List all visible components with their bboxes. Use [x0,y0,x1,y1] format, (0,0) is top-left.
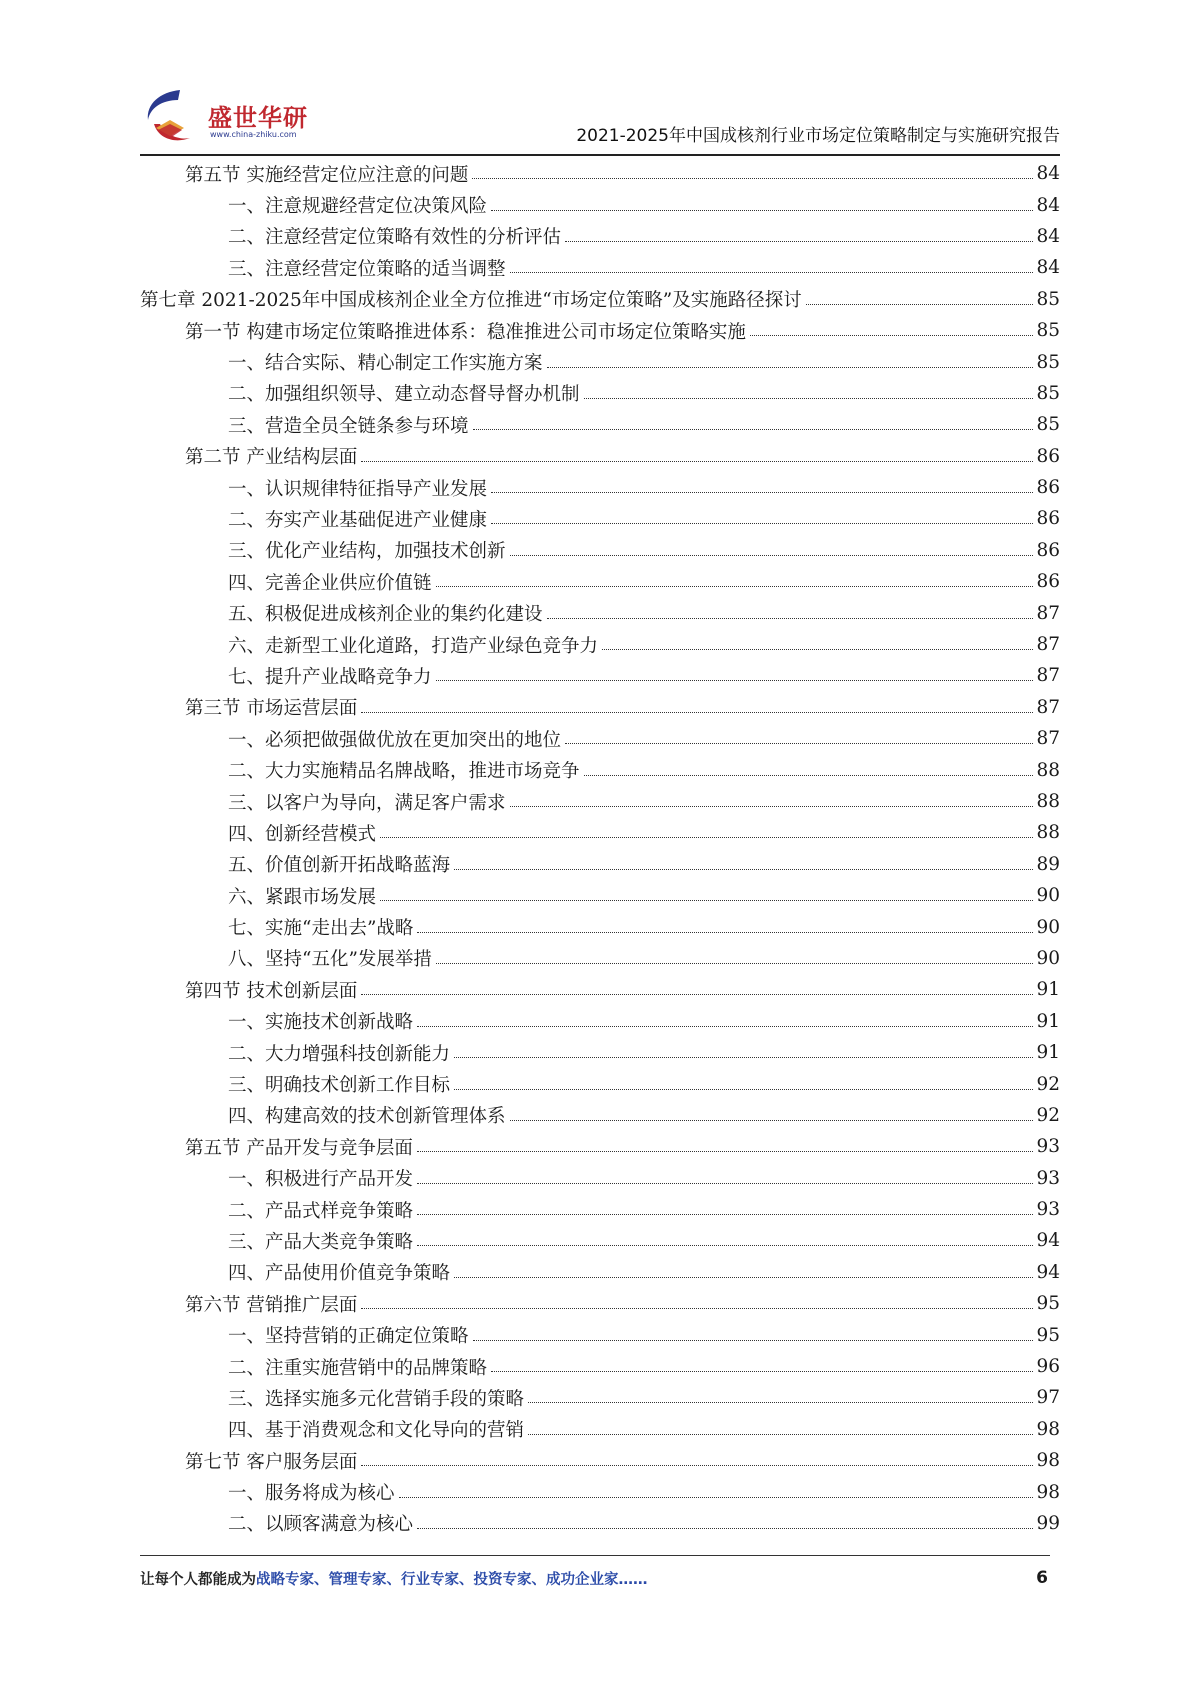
toc-entry-page: 96 [1036,1356,1060,1378]
toc-entry[interactable] [140,1100,1060,1131]
toc-dot-leader [584,775,1034,776]
toc-entry-label: 二、加强组织领导、建立动态督导督办机制 [228,380,584,406]
toc-entry-label: 三、选择实施多元化营销手段的策略 [228,1385,528,1411]
toc-entry[interactable] [140,284,1060,315]
toc-entry[interactable] [140,1257,1060,1288]
toc-entry[interactable] [140,252,1060,283]
report-title: 2021-2025年中国成核剂行业市场定位策略制定与实施研究报告 [576,126,1060,146]
toc-dot-leader [436,586,1034,587]
toc-entry-page: 87 [1036,602,1060,624]
toc-entry-label: 一、积极进行产品开发 [228,1165,417,1191]
toc-dot-leader [361,461,1033,462]
toc-entry-label: 四、产品使用价值竞争策略 [228,1259,454,1285]
toc-entry-label: 第一节 构建市场定位策略推进体系：稳准推进公司市场定位策略实施 [185,318,750,344]
toc-dot-leader [417,1026,1033,1027]
toc-entry-page: 85 [1036,414,1060,436]
toc-entry-label: 三、产品大类竞争策略 [228,1228,417,1254]
logo-swirl-icon [140,84,206,150]
toc-entry[interactable] [140,535,1060,566]
toc-dot-leader [417,1183,1033,1184]
toc-entry[interactable] [140,1414,1060,1445]
toc-entry[interactable] [140,1445,1060,1476]
header-divider [140,154,1060,156]
toc-entry[interactable] [140,346,1060,377]
company-logo [140,84,330,150]
toc-dot-leader [436,680,1034,681]
toc-entry[interactable] [140,880,1060,911]
toc-entry[interactable] [140,911,1060,942]
toc-dot-leader [510,806,1034,807]
toc-entry-label: 第四节 技术创新层面 [185,977,361,1003]
toc-entry[interactable] [140,1006,1060,1037]
toc-entry[interactable] [140,1163,1060,1194]
toc-entry-label: 一、服务将成为核心 [228,1479,399,1505]
toc-dot-leader [417,1214,1033,1215]
toc-entry[interactable] [140,409,1060,440]
toc-entry-page: 88 [1036,759,1060,781]
toc-entry-page: 90 [1036,947,1060,969]
toc-dot-leader [547,367,1034,368]
toc-entry[interactable] [140,1508,1060,1539]
toc-entry-page: 92 [1036,1104,1060,1126]
toc-entry-label: 二、注重实施营销中的品牌策略 [228,1354,491,1380]
toc-entry[interactable] [140,1288,1060,1319]
toc-entry-label: 二、注意经营定位策略有效性的分析评估 [228,223,565,249]
toc-entry-page: 84 [1036,257,1060,279]
toc-entry-page: 90 [1036,916,1060,938]
toc-entry-label: 四、创新经营模式 [228,820,380,846]
toc-entry-page: 85 [1036,320,1060,342]
toc-dot-leader [380,837,1033,838]
toc-entry-label: 八、坚持“五化”发展举措 [228,945,436,971]
toc-entry-page: 86 [1036,508,1060,530]
toc-entry-page: 91 [1036,1010,1060,1032]
toc-entry-label: 二、以顾客满意为核心 [228,1510,417,1536]
toc-dot-leader [510,272,1034,273]
toc-dot-leader [361,712,1033,713]
toc-entry[interactable] [140,754,1060,785]
toc-entry[interactable] [140,1225,1060,1256]
toc-entry-page: 91 [1036,1042,1060,1064]
toc-entry-label: 一、注意规避经营定位决策风险 [228,192,491,218]
toc-entry-page: 97 [1036,1387,1060,1409]
toc-entry[interactable] [140,692,1060,723]
toc-entry-page: 94 [1036,1261,1060,1283]
toc-entry[interactable] [140,974,1060,1005]
toc-entry-label: 六、走新型工业化道路，打造产业绿色竞争力 [228,632,602,658]
toc-entry-page: 85 [1036,351,1060,373]
toc-entry[interactable] [140,597,1060,628]
toc-entry-page: 98 [1036,1481,1060,1503]
toc-entry-page: 84 [1036,163,1060,185]
toc-entry-label: 一、必须把做强做优放在更加突出的地位 [228,726,565,752]
toc-entry-page: 86 [1036,571,1060,593]
toc-entry-page: 94 [1036,1230,1060,1252]
toc-entry-page: 87 [1036,634,1060,656]
toc-dot-leader [380,900,1033,901]
toc-entry-page: 85 [1036,288,1060,310]
toc-entry-label: 四、完善企业供应价值链 [228,569,436,595]
toc-dot-leader [454,869,1033,870]
toc-entry-label: 七、提升产业战略竞争力 [228,663,436,689]
slogan-highlight: 战略专家、管理专家、行业专家、投资专家、成功企业家…… [256,1572,648,1588]
footer-slogan [140,1572,648,1588]
toc-entry-label: 二、大力实施精品名牌战略，推进市场竞争 [228,757,584,783]
toc-entry-label: 一、认识规律特征指导产业发展 [228,475,491,501]
toc-entry-label: 二、大力增强科技创新能力 [228,1040,454,1066]
toc-entry[interactable] [140,723,1060,754]
toc-entry-page: 99 [1036,1512,1060,1534]
toc-entry-label: 第五节 实施经营定位应注意的问题 [185,161,472,187]
toc-entry-label: 第五节 产品开发与竞争层面 [185,1134,417,1160]
toc-entry-page: 87 [1036,728,1060,750]
page-header [140,80,1060,156]
toc-dot-leader [491,210,1033,211]
toc-entry-label: 第七章 2021-2025年中国成核剂企业全方位推进“市场定位策略”及实施路径探讨 [140,286,806,312]
toc-entry[interactable] [140,472,1060,503]
toc-entry-label: 三、以客户为导向，满足客户需求 [228,789,510,815]
toc-entry-label: 六、紧跟市场发展 [228,883,380,909]
page-footer [140,1568,1060,1594]
toc-dot-leader [417,932,1033,933]
toc-entry-label: 第六节 营销推广层面 [185,1291,361,1317]
toc-entry-label: 第二节 产业结构层面 [185,443,361,469]
toc-dot-leader [473,429,1034,430]
toc-dot-leader [510,555,1034,556]
toc-entry-label: 七、实施“走出去”战略 [228,914,417,940]
toc-entry[interactable] [140,786,1060,817]
toc-dot-leader [417,1245,1033,1246]
toc-entry-page: 98 [1036,1450,1060,1472]
toc-dot-leader [510,1120,1034,1121]
toc-entry[interactable] [140,1068,1060,1099]
toc-entry-page: 91 [1036,979,1060,1001]
toc-entry[interactable] [140,1351,1060,1382]
toc-entry-page: 86 [1036,445,1060,467]
toc-entry-label: 五、价值创新开拓战略蓝海 [228,851,454,877]
toc-dot-leader [565,743,1033,744]
toc-entry-page: 87 [1036,665,1060,687]
toc-entry[interactable] [140,849,1060,880]
toc-entry-label: 第三节 市场运营层面 [185,694,361,720]
toc-entry[interactable] [140,189,1060,220]
page-number: 6 [1036,1568,1048,1588]
toc-dot-leader [750,335,1034,336]
toc-entry-label: 一、实施技术创新战略 [228,1008,417,1034]
toc-entry-page: 86 [1036,477,1060,499]
toc-entry[interactable] [140,503,1060,534]
toc-entry-label: 三、明确技术创新工作目标 [228,1071,454,1097]
toc-entry[interactable] [140,1037,1060,1068]
toc-entry-page: 84 [1036,225,1060,247]
table-of-contents [140,158,1060,1539]
toc-entry-label: 四、构建高效的技术创新管理体系 [228,1102,510,1128]
toc-dot-leader [361,994,1033,995]
toc-dot-leader [547,618,1034,619]
toc-entry-page: 92 [1036,1073,1060,1095]
toc-dot-leader [454,1089,1033,1090]
toc-entry-label: 四、基于消费观念和文化导向的营销 [228,1416,528,1442]
toc-entry-page: 89 [1036,853,1060,875]
toc-entry[interactable] [140,441,1060,472]
toc-entry-page: 93 [1036,1167,1060,1189]
toc-dot-leader [528,1434,1033,1435]
toc-entry-page: 98 [1036,1418,1060,1440]
toc-entry-page: 87 [1036,696,1060,718]
toc-dot-leader [472,178,1033,179]
toc-dot-leader [491,1371,1033,1372]
logo-name: 盛世华研 [208,104,308,132]
toc-dot-leader [454,1277,1033,1278]
toc-entry[interactable] [140,943,1060,974]
toc-entry[interactable] [140,817,1060,848]
toc-entry-label: 三、优化产业结构，加强技术创新 [228,537,510,563]
toc-entry-page: 95 [1036,1293,1060,1315]
toc-entry[interactable] [140,1131,1060,1162]
toc-entry[interactable] [140,158,1060,189]
toc-entry-label: 二、夯实产业基础促进产业健康 [228,506,491,532]
toc-entry[interactable] [140,378,1060,409]
toc-dot-leader [602,649,1033,650]
toc-entry-label: 三、营造全员全链条参与环境 [228,412,473,438]
toc-entry-page: 85 [1036,382,1060,404]
toc-entry[interactable] [140,660,1060,691]
toc-dot-leader [361,1308,1033,1309]
toc-dot-leader [417,1151,1034,1152]
toc-entry-page: 86 [1036,539,1060,561]
toc-entry[interactable] [140,315,1060,346]
toc-entry-page: 93 [1036,1136,1060,1158]
toc-entry[interactable] [140,566,1060,597]
toc-entry-label: 一、坚持营销的正确定位策略 [228,1322,473,1348]
toc-dot-leader [491,523,1033,524]
toc-entry-label: 五、积极促进成核剂企业的集约化建设 [228,600,547,626]
toc-dot-leader [361,1465,1033,1466]
toc-entry-page: 95 [1036,1324,1060,1346]
toc-entry-page: 88 [1036,822,1060,844]
toc-dot-leader [454,1057,1033,1058]
toc-dot-leader [584,398,1034,399]
toc-dot-leader [806,304,1034,305]
toc-dot-leader [491,492,1033,493]
logo-url: www.china-zhiku.com [210,130,297,139]
footer-divider [140,1555,1050,1556]
toc-dot-leader [528,1402,1033,1403]
toc-entry-label: 一、结合实际、精心制定工作实施方案 [228,349,547,375]
toc-dot-leader [417,1528,1033,1529]
slogan-prefix: 让每个人都能成为 [140,1572,256,1588]
toc-entry-page: 88 [1036,791,1060,812]
toc-entry-page: 84 [1036,194,1060,216]
toc-entry-label: 二、产品式样竞争策略 [228,1197,417,1223]
toc-entry-page: 93 [1036,1199,1060,1221]
toc-entry[interactable] [140,1319,1060,1350]
toc-entry-label: 三、注意经营定位策略的适当调整 [228,255,510,281]
toc-dot-leader [436,963,1034,964]
toc-entry[interactable] [140,1476,1060,1507]
toc-entry-page: 90 [1036,885,1060,907]
toc-entry-label: 第七节 客户服务层面 [185,1448,361,1474]
toc-dot-leader [399,1497,1034,1498]
toc-entry[interactable] [140,629,1060,660]
toc-dot-leader [565,241,1033,242]
toc-entry[interactable] [140,221,1060,252]
toc-dot-leader [473,1340,1034,1341]
toc-entry[interactable] [140,1382,1060,1413]
toc-entry[interactable] [140,1194,1060,1225]
